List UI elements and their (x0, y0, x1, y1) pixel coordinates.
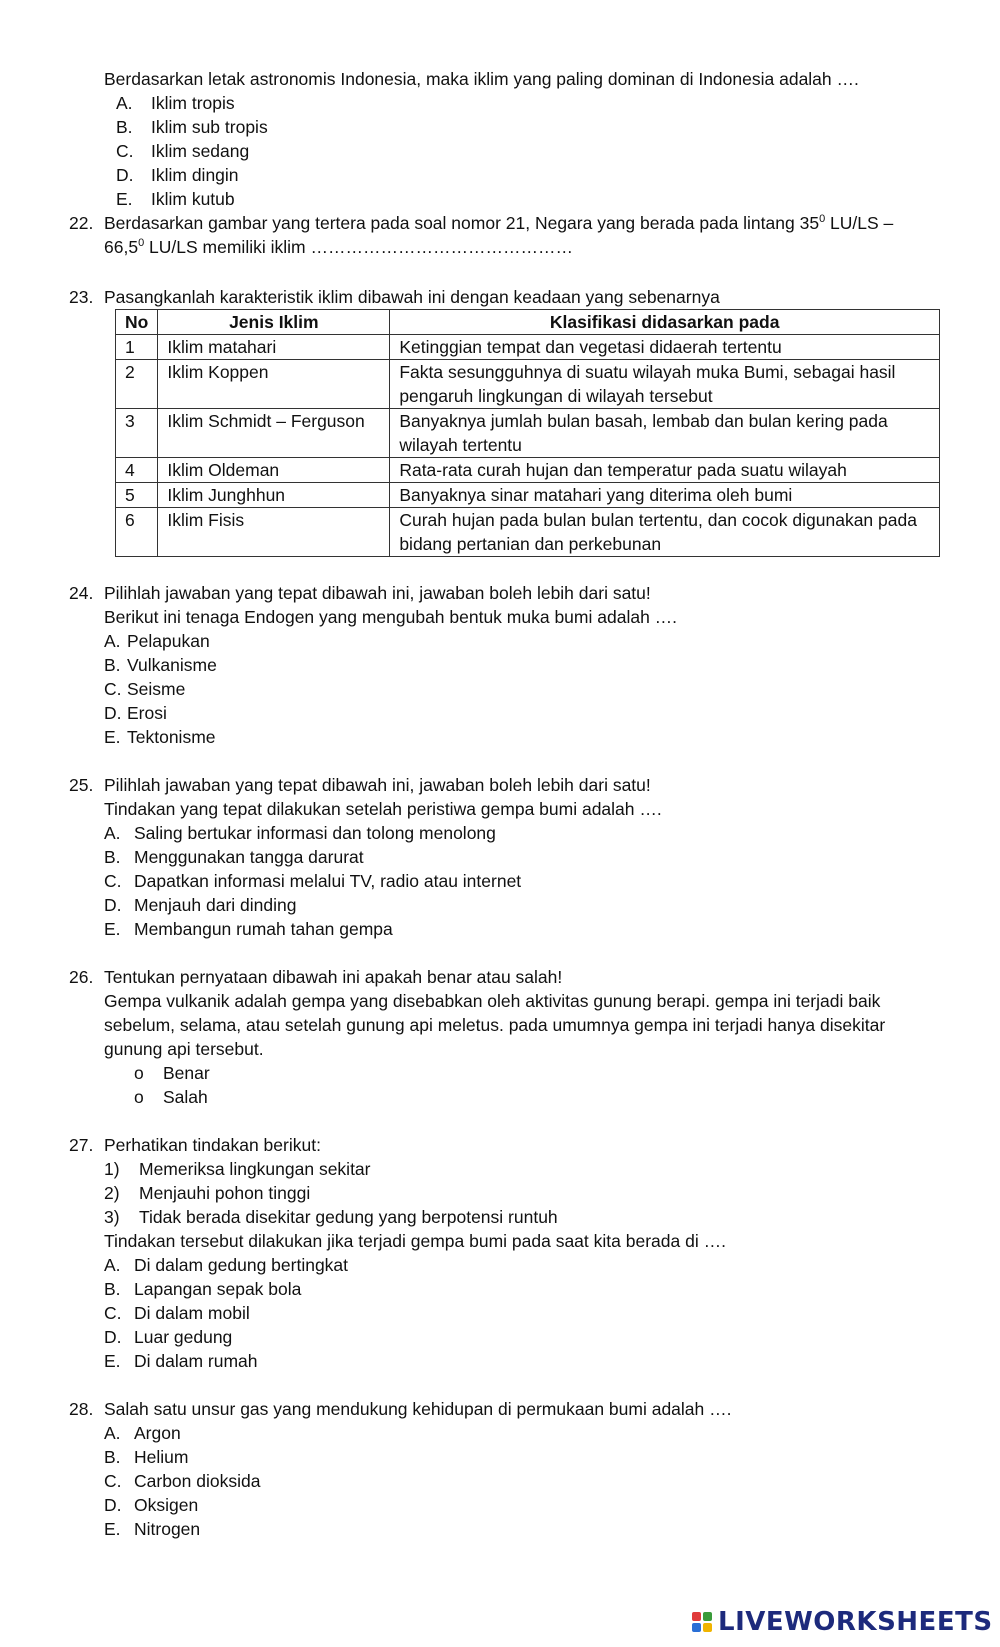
q27-step: Tidak berada disekitar gedung yang berpotensi runtuh (139, 1207, 558, 1227)
q24-option-c-letter: C. (104, 679, 122, 699)
q21-option-e-letter: E. (116, 189, 133, 209)
q24-option-d[interactable]: Erosi (127, 703, 167, 723)
table-row (116, 458, 940, 483)
q21-option-b[interactable]: Iklim sub tropis (151, 117, 268, 137)
q24-instruction: Pilihlah jawaban yang tepat dibawah ini, jawaban boleh lebih dari satu! (104, 583, 651, 603)
q25-option-e[interactable]: Membangun rumah tahan gempa (134, 919, 393, 939)
q26-option-salah[interactable]: Salah (163, 1087, 208, 1107)
table-cell: Iklim Junghhun (158, 483, 390, 508)
q21-option-a[interactable]: Iklim tropis (151, 93, 235, 113)
q23-number: 23. (69, 287, 94, 307)
q26-instruction: Tentukan pernyataan dibawah ini apakah benar atau salah! (104, 967, 563, 987)
q27-option-e[interactable]: Di dalam rumah (134, 1351, 258, 1371)
table-row (116, 335, 940, 360)
q25-instruction: Pilihlah jawaban yang tepat dibawah ini, jawaban boleh lebih dari satu! (104, 775, 651, 795)
q25-option-d[interactable]: Menjauh dari dinding (134, 895, 297, 915)
q26-number: 26. (69, 967, 94, 987)
q28-option-b-letter: B. (104, 1447, 121, 1467)
logo-square (692, 1612, 701, 1621)
q24-option-a-letter: A. (104, 631, 121, 651)
q24-option-e[interactable]: Tektonisme (127, 727, 216, 747)
q27-option-b-letter: B. (104, 1279, 121, 1299)
q21-option-e[interactable]: Iklim kutub (151, 189, 235, 209)
q28-text: Salah satu unsur gas yang mendukung kehidupan di permukaan bumi adalah …. (104, 1399, 732, 1419)
q24-text: Berikut ini tenaga Endogen yang mengubah bentuk muka bumi adalah …. (104, 607, 678, 627)
q27-step: Memeriksa lingkungan sekitar (139, 1159, 371, 1179)
q21-option-c[interactable]: Iklim sedang (151, 141, 250, 161)
q23-text: Pasangkanlah karakteristik iklim dibawah ini dengan keadaan yang sebenarnya (104, 287, 720, 307)
q21-option-c-letter: C. (116, 141, 134, 161)
q21-text: Berdasarkan letak astronomis Indonesia, maka iklim yang paling dominan di Indonesia adalah …. (104, 69, 859, 89)
table-row (116, 360, 940, 409)
logo-square (703, 1612, 712, 1621)
q24-number: 24. (69, 583, 94, 603)
table-row (116, 483, 940, 508)
climate-classification-table (115, 309, 940, 557)
table-cell: 5 (116, 483, 158, 508)
table-cell: Banyaknya sinar matahari yang diterima oleh bumi (390, 483, 940, 508)
table-cell: Iklim Fisis (158, 508, 390, 557)
q27-step-num: 3) (104, 1207, 120, 1227)
q24-option-b[interactable]: Vulkanisme (127, 655, 217, 675)
q24-option-c[interactable]: Seisme (127, 679, 186, 699)
q27-number: 27. (69, 1135, 94, 1155)
q25-option-b-letter: B. (104, 847, 121, 867)
q27-option-c-letter: C. (104, 1303, 122, 1323)
q25-option-c-letter: C. (104, 871, 122, 891)
q27-step: Menjauhi pohon tinggi (139, 1183, 311, 1203)
table-header-row (116, 310, 940, 335)
q27-option-d-letter: D. (104, 1327, 122, 1347)
table-cell: Banyaknya jumlah bulan basah, lembab dan bulan kering pada wilayah tertentu (390, 409, 940, 458)
liveworksheets-logo-icon (692, 1612, 712, 1632)
q24-option-a[interactable]: Pelapukan (127, 631, 210, 651)
q25-option-b[interactable]: Menggunakan tangga darurat (134, 847, 364, 867)
q28-option-c[interactable]: Carbon dioksida (134, 1471, 261, 1491)
q24-option-e-letter: E. (104, 727, 121, 747)
q21-option-a-letter: A. (116, 93, 133, 113)
table-cell: Iklim Schmidt – Ferguson (158, 409, 390, 458)
q27-text: Perhatikan tindakan berikut: (104, 1135, 321, 1155)
table-header: Jenis Iklim (158, 310, 390, 335)
table-cell: 2 (116, 360, 158, 409)
logo-text: LIVEWORKSHEETS (718, 1607, 993, 1637)
table-header: Klasifikasi didasarkan pada (390, 310, 940, 335)
table-cell: 4 (116, 458, 158, 483)
q28-option-d[interactable]: Oksigen (134, 1495, 199, 1515)
liveworksheets-logo[interactable] (692, 1606, 993, 1638)
q27-option-a[interactable]: Di dalam gedung bertingkat (134, 1255, 349, 1275)
q27-option-a-letter: A. (104, 1255, 121, 1275)
q25-option-e-letter: E. (104, 919, 121, 939)
table-cell: Rata-rata curah hujan dan temperatur pada suatu wilayah (390, 458, 940, 483)
table-cell: 1 (116, 335, 158, 360)
q28-number: 28. (69, 1399, 94, 1419)
q28-option-e[interactable]: Nitrogen (134, 1519, 201, 1539)
q22-line-1: Berdasarkan gambar yang tertera pada soal nomor 21, Negara yang berada pada lintang $35^0$ LU/LS – (104, 213, 894, 233)
q27-step-num: 1) (104, 1159, 120, 1179)
table-cell: Curah hujan pada bulan bulan tertentu, dan cocok digunakan pada bidang pertanian dan perkebunan (390, 508, 940, 557)
table-row (116, 409, 940, 458)
q28-option-a[interactable]: Argon (134, 1423, 181, 1443)
table-cell: 3 (116, 409, 158, 458)
table-cell: Fakta sesungguhnya di suatu wilayah muka Bumi, sebagai hasil pengaruh lingkungan di wilayah tersebut (390, 360, 940, 409)
radio-bullet-icon: o (134, 1087, 144, 1107)
q25-number: 25. (69, 775, 94, 795)
q21-option-d-letter: D. (116, 165, 134, 185)
q25-option-c[interactable]: Dapatkan informasi melalui TV, radio atau internet (134, 871, 522, 891)
q27-question: Tindakan tersebut dilakukan jika terjadi gempa bumi pada saat kita berada di …. (104, 1231, 726, 1251)
table-cell: 6 (116, 508, 158, 557)
q28-option-b[interactable]: Helium (134, 1447, 189, 1467)
q27-option-c[interactable]: Di dalam mobil (134, 1303, 250, 1323)
q24-option-d-letter: D. (104, 703, 122, 723)
q27-option-d[interactable]: Luar gedung (134, 1327, 233, 1347)
q24-option-b-letter: B. (104, 655, 121, 675)
q26-statement-line: sebelum, selama, atau setelah gunung api meletus. pada umumnya gempa ini terjadi hanya disekitar (104, 1015, 886, 1035)
table-cell: Iklim Koppen (158, 360, 390, 409)
q25-option-a-letter: A. (104, 823, 121, 843)
q26-option-benar[interactable]: Benar (163, 1063, 210, 1083)
q28-option-a-letter: A. (104, 1423, 121, 1443)
q28-option-c-letter: C. (104, 1471, 122, 1491)
q25-option-a[interactable]: Saling bertukar informasi dan tolong menolong (134, 823, 496, 843)
table-header: No (116, 310, 158, 335)
q27-option-b[interactable]: Lapangan sepak bola (134, 1279, 302, 1299)
table-cell: Iklim Oldeman (158, 458, 390, 483)
table-row (116, 508, 940, 557)
radio-bullet-icon: o (134, 1063, 144, 1083)
table-cell: Iklim matahari (158, 335, 390, 360)
q25-text: Tindakan yang tepat dilakukan setelah peristiwa gempa bumi adalah …. (104, 799, 662, 819)
q28-option-e-letter: E. (104, 1519, 121, 1539)
table-cell: Ketinggian tempat dan vegetasi didaerah tertentu (390, 335, 940, 360)
q28-option-d-letter: D. (104, 1495, 122, 1515)
q22-line-2: 66,5$^0$ LU/LS memiliki iklim ……………………………………… (104, 237, 573, 257)
q21-option-b-letter: B. (116, 117, 133, 137)
q21-option-d[interactable]: Iklim dingin (151, 165, 239, 185)
q25-option-d-letter: D. (104, 895, 122, 915)
q26-statement-line: gunung api tersebut. (104, 1039, 264, 1059)
q22-number: 22. (69, 213, 94, 233)
q26-statement-line: Gempa vulkanik adalah gempa yang disebabkan oleh aktivitas gunung berapi. gempa ini terjadi baik (104, 991, 881, 1011)
logo-square (703, 1623, 712, 1632)
q27-step-num: 2) (104, 1183, 120, 1203)
q27-option-e-letter: E. (104, 1351, 121, 1371)
logo-square (692, 1623, 701, 1632)
